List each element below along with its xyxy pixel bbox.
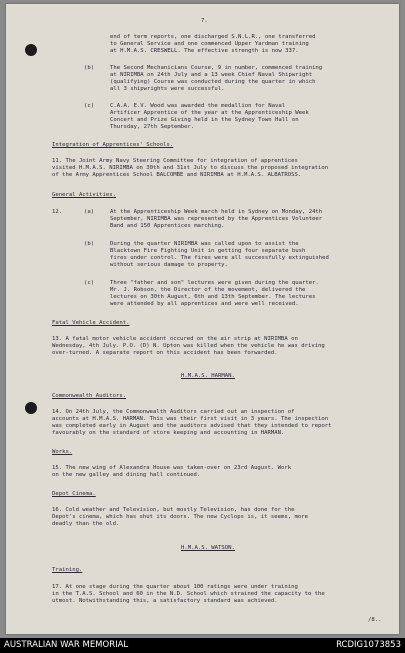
- text-line: C.A.A. E.V. Wood was awarded the medallion for Naval: [110, 103, 286, 109]
- text-line: end of term reports, one discharged S.N.L.R., one transferred: [110, 34, 316, 40]
- text-line: at H.M.A.S. CRESWELL. The effective strength is now 337.: [110, 48, 299, 54]
- text-line: At the Apprenticeship Week march held in Sydney on Monday, 24th: [110, 209, 323, 215]
- punch-hole: [25, 402, 37, 414]
- text-line: fires under control. The fires were all successfully extinguished: [110, 255, 329, 261]
- text-line: Depot's cinema, which has shut its doors. The new Cyclops is, it seems, more: [52, 514, 308, 520]
- text-line: to General Service and one commenced Upper Yardman training: [110, 41, 309, 47]
- section-heading: Fatal Vehicle Accident.: [52, 320, 130, 326]
- text-line: 11. The Joint Army Navy Steering Committee for integration of apprentices: [52, 158, 298, 164]
- text-line: The Second Mechanicians Course, 9 in number, commenced training: [110, 65, 323, 71]
- text-line: lectures on 30th August, 6th and 13th September. The lectures: [110, 294, 316, 300]
- text-line: Band and 150 Apprentices marching.: [110, 223, 225, 229]
- section-heading: Integration of Apprentices' Schools.: [52, 142, 174, 148]
- text-line: 15. The new wing of Alexandra House was taken-over on 23rd August. Work: [52, 465, 292, 471]
- text-line: at NIRIMBA on 24th July and a 13 week Chief Naval Shipwright: [110, 72, 313, 78]
- text-line: Mr. J. Robson, the Director of the movement, delivered the: [110, 287, 306, 293]
- section-heading: Depot Cinema.: [52, 491, 96, 497]
- text-line: /8..: [368, 617, 382, 623]
- section-heading: Commonwealth Auditors.: [52, 393, 127, 399]
- text-line: favourably on the standard of store keeping and accounting in HARMAN.: [52, 430, 285, 436]
- record-id: RCDIG1073853: [336, 640, 401, 650]
- text-line: utmost. Notwithstanding this, a satisfactory standard was achieved.: [52, 598, 278, 604]
- text-line: without serious damage to property.: [110, 262, 228, 268]
- text-line: over-turned. A separate report on this accident has been forwarded.: [52, 350, 278, 356]
- text-line: September, NIRIMBA was represented by the Apprentices Volunteer: [110, 216, 323, 222]
- text-line: 12.: [52, 209, 63, 215]
- text-line: of the Army Apprentices School BALCOMBE and NIRIMBA at H.M.A.S. ALBATROSS.: [52, 172, 302, 178]
- section-heading: General Activities.: [52, 192, 116, 198]
- text-line: were attended by all apprentices and were well received.: [110, 301, 299, 307]
- text-line: (c): [84, 280, 95, 286]
- section-heading: H.M.A.S. HARMAN.: [181, 373, 235, 379]
- page-number: 7.: [201, 18, 208, 24]
- text-line: deadly than the old.: [52, 521, 120, 527]
- text-line: Concert and Prize Giving held in the Sydney Town Hall on: [110, 117, 299, 123]
- text-line: in the T.A.S. School and 60 in the N.D. School which strained the capacity to the: [52, 591, 325, 597]
- section-heading: Training.: [52, 567, 83, 573]
- text-line: Wednesday, 4th July. P.O. (D) N. Upton was killed when the vehicle he was driving: [52, 343, 325, 349]
- text-line: During the quarter NIRIMBA was called upon to assist the: [110, 241, 299, 247]
- text-line: 14. On 24th July, the Commonwealth Auditors carried out an inspection of: [52, 409, 295, 415]
- text-line: Blacktown Fire Fighting Unit in getting four separate bush: [110, 248, 306, 254]
- text-line: 17. At one stage during the quarter about 100 ratings were under training: [52, 584, 298, 590]
- text-line: on the new galley and dining hall continued.: [52, 472, 201, 478]
- text-line: Artificer Apprentice of the year at the Apprenticeship Week: [110, 110, 309, 116]
- text-line: all 3 shipwrights were successful.: [110, 86, 225, 92]
- text-line: (c): [84, 103, 95, 109]
- text-line: (a): [84, 209, 95, 215]
- text-line: visited H.M.A.S. NIRIMBA on 30th and 31st July to discuss the proposed integration: [52, 165, 329, 171]
- archive-name: AUSTRALIAN WAR MEMORIAL: [4, 640, 129, 650]
- text-line: was completed early in August and the auditors advised that they intended to report: [52, 423, 332, 429]
- section-heading: H.M.A.S. WATSON.: [181, 545, 235, 551]
- document-page: [6, 4, 399, 634]
- section-heading: Works.: [52, 449, 73, 455]
- text-line: Thursday, 27th September.: [110, 124, 195, 130]
- text-line: accounts at H.M.A.S. HARMAN. This was their first visit in 3 years. The inspection: [52, 416, 329, 422]
- text-line: (b): [84, 241, 95, 247]
- text-line: (qualifying) Course was conducted during the quarter in which: [110, 79, 316, 85]
- text-line: 13. A fatal motor vehicle accident occured on the air strip at NIRIMBA on: [52, 336, 298, 342]
- text-line: Three "father and son" lectures were given during the quarter.: [110, 280, 319, 286]
- text-line: 16. Cold weather and Television, but mostly Television, has done for the: [52, 507, 295, 513]
- archive-footer: [0, 638, 405, 653]
- text-line: (b): [84, 65, 95, 71]
- punch-hole: [25, 44, 37, 56]
